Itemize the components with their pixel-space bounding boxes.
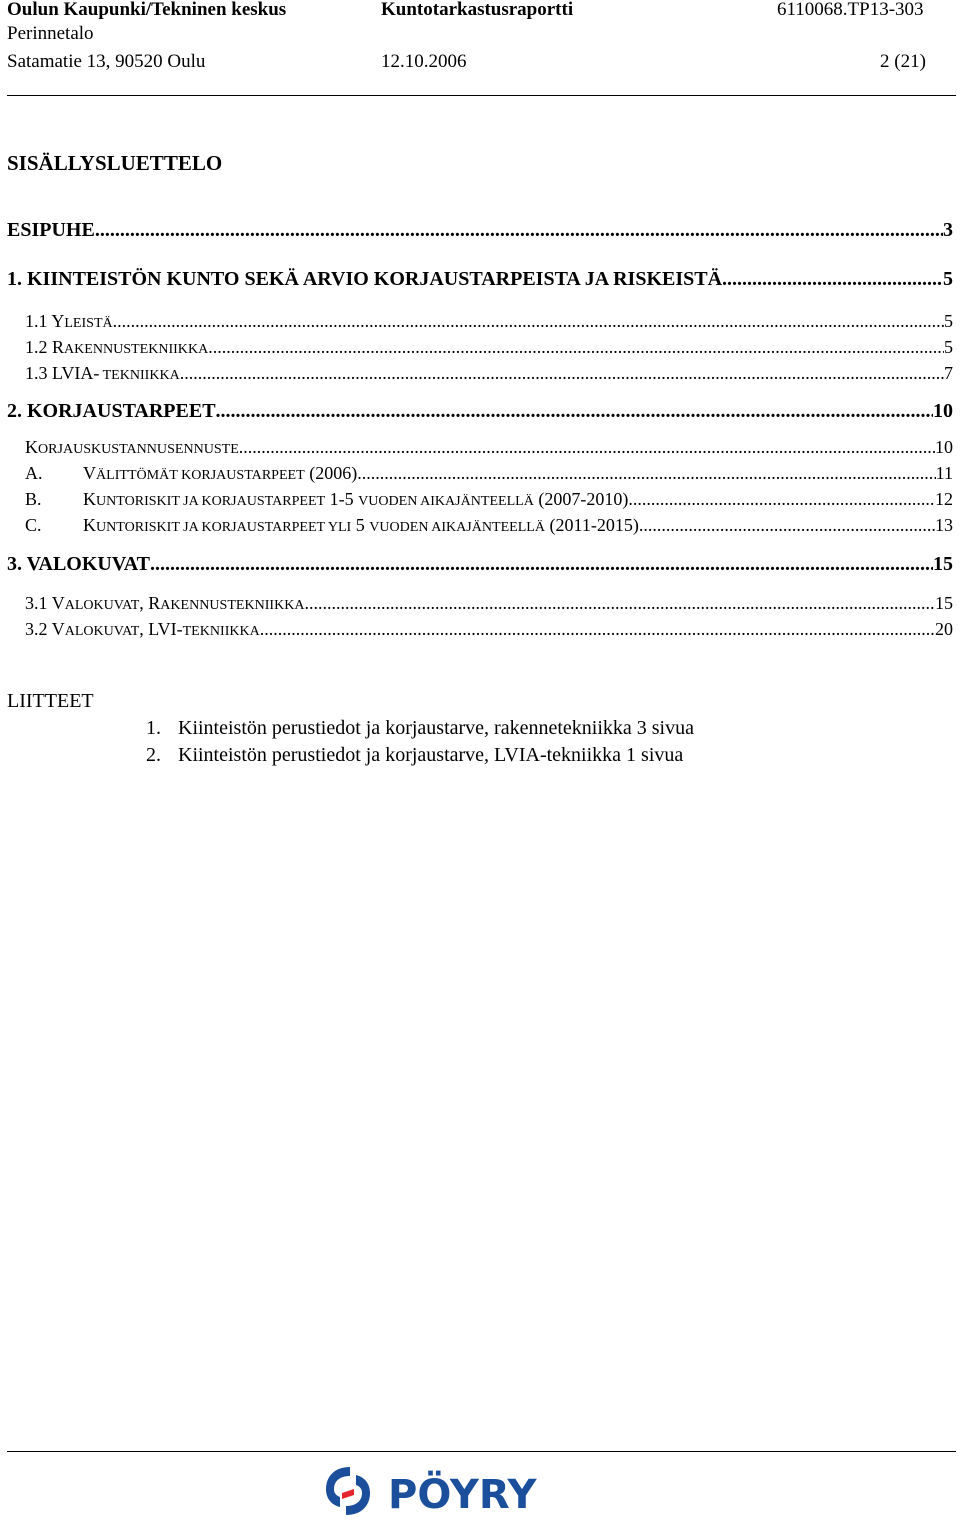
header-rule <box>7 95 956 96</box>
attachment-item: 2. Kiinteistön perustiedot ja korjaustarve, LVIA-tekniikka 1 sivua <box>146 744 684 766</box>
header-building: Perinnetalo <box>7 23 94 44</box>
toc-entry-c[interactable]: C. KUNTORISKIT JA KORJAUSTARPEET YLI 5 VUODEN AIKAJÄNTEELLÄ (2011-2015) ..... 13 <box>7 515 953 536</box>
header-org: Oulun Kaupunki/Tekninen keskus <box>7 0 287 20</box>
toc-entry-2[interactable]: 2. KORJAUSTARPEET ..... 10 <box>7 400 953 423</box>
toc-entry-a[interactable]: A. VÄLITTÖMÄT KORJAUSTARPEET (2006) ..... 11 <box>7 463 953 484</box>
header-address: Satamatie 13, 90520 Oulu <box>7 51 206 72</box>
toc-entry-1-1[interactable]: 1.1 YLEISTÄ ..... 5 <box>7 311 953 332</box>
poyry-logo-symbol <box>326 1467 370 1515</box>
poyry-logo-wordmark: PÖYRY <box>388 1472 537 1518</box>
toc-entry-korjauskustannusennuste[interactable]: KORJAUSKUSTANNUSENNUSTE ..... 10 <box>7 437 953 458</box>
toc-entry-3-1[interactable]: 3.1 VALOKUVAT, RAKENNUSTEKNIIKKA ..... 15 <box>7 593 953 614</box>
header-doc-id: 6110068.TP13-303 <box>777 0 924 20</box>
toc-entry-1-2[interactable]: 1.2 RAKENNUSTEKNIIKKA ..... 5 <box>7 337 953 358</box>
toc-entry-3[interactable]: 3. VALOKUVAT ..... 15 <box>7 553 953 576</box>
poyry-logo <box>322 1463 574 1519</box>
toc-entry-1-3[interactable]: 1.3 LVIA- TEKNIIKKA ..... 7 <box>7 363 953 384</box>
attachments-title: LIITTEET <box>7 690 94 712</box>
toc-entry-esipuhe[interactable]: ESIPUHE ..... 3 <box>7 219 953 242</box>
toc-title: SISÄLLYSLUETTELO <box>7 151 223 175</box>
toc-entry-b[interactable]: B. KUNTORISKIT JA KORJAUSTARPEET 1-5 VUODEN AIKAJÄNTEELLÄ (2007-2010) ..... 12 <box>7 489 953 510</box>
header-report-type: Kuntotarkastusraportti <box>381 0 574 20</box>
toc-entry-1[interactable]: 1. KIINTEISTÖN KUNTO SEKÄ ARVIO KORJAUSTARPEISTA JA RISKEISTÄ ..... 5 <box>7 268 953 291</box>
header-page: 2 (21) <box>880 51 926 72</box>
toc-entry-3-2[interactable]: 3.2 VALOKUVAT, LVI-TEKNIIKKA ..... 20 <box>7 619 953 640</box>
footer-rule <box>7 1451 956 1452</box>
header-date: 12.10.2006 <box>381 51 467 72</box>
attachment-item: 1. Kiinteistön perustiedot ja korjaustarve, rakennetekniikka 3 sivua <box>146 717 694 739</box>
